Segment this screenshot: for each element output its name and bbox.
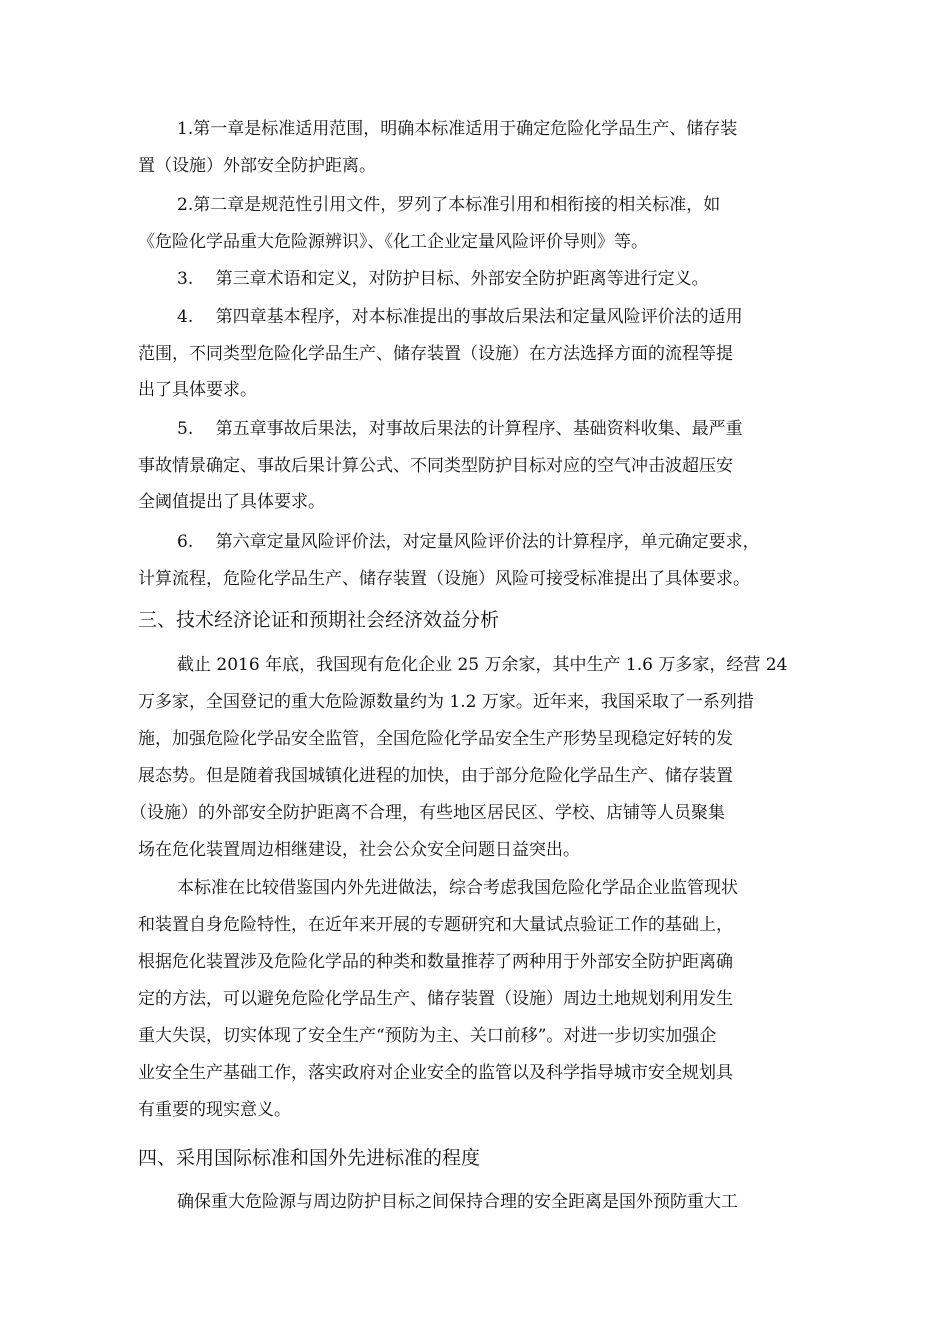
item-5-line-2: 事故情景确定、事故后果计算公式、不同类型防护目标对应的空气冲击波超压安: [138, 456, 733, 476]
item-2-line-2: 《危险化学品重大危险源辨识》、《化工企业定量风险评价导则》等。: [138, 232, 648, 252]
section-four-p1-line-1: 确保重大危险源与周边防护目标之间保持合理的安全距离是国外预防重大工: [177, 1192, 738, 1212]
section-heading-four: 四、采用国际标准和国外先进标准的程度: [138, 1147, 481, 1169]
section-heading-three: 三、技术经济论证和预期社会经济效益分析: [138, 609, 500, 631]
item-6-line-2: 计算流程，危险化学品生产、储存装置（设施）风险可接受标准提出了具体要求。: [138, 569, 750, 589]
section-three-p2-line-4: 定的方法，可以避免危险化学品生产、储存装置（设施）周边土地规划利用发生: [138, 989, 733, 1009]
item-1-line-1: 1.第一章是标准适用范围，明确本标准适用于确定危险化学品生产、储存装: [177, 119, 738, 139]
item-6-line-1: 6. 第六章定量风险评价法，对定量风险评价法的计算程序，单元确定要求，: [177, 532, 760, 552]
section-three-p1-line-2: 万多家，全国登记的重大危险源数量约为 1.2 万家。近年来，我国采取了一系列措: [138, 692, 754, 712]
section-three-p2-line-6: 业安全生产基础工作，落实政府对企业安全的监管以及科学指导城市安全规划具: [138, 1063, 733, 1083]
item-4-line-1: 4. 第四章基本程序，对本标准提出的事故后果法和定量风险评价法的适用: [177, 307, 743, 327]
section-three-p1-line-4: 展态势。但是随着我国城镇化进程的加快，由于部分危险化学品生产、储存装置: [138, 766, 733, 786]
item-2-line-1: 2.第二章是规范性引用文件，罗列了本标准引用和相衔接的相关标准，如: [177, 195, 721, 215]
item-3-line-1: 3. 第三章术语和定义，对防护目标、外部安全防护距离等进行定义。: [177, 269, 709, 289]
section-three-p1-line-5: （设施）的外部安全防护距离不合理，有些地区居民区、学校、店铺等人员聚集: [130, 803, 725, 823]
section-three-p1-line-1: 截止 2016 年底，我国现有危化企业 25 万余家，其中生产 1.6 万多家，经营 24: [177, 655, 788, 675]
section-three-p2-line-3: 根据危化装置涉及危险化学品的种类和数量推荐了两种用于外部安全防护距离确: [138, 952, 733, 972]
section-three-p1-line-3: 施，加强危险化学品安全监管，全国危险化学品安全生产形势呈现稳定好转的发: [138, 729, 733, 749]
section-three-p1-line-6: 场在危化装置周边相继建设，社会公众安全问题日益突出。: [138, 840, 580, 860]
section-three-p2-line-1: 本标准在比较借鉴国内外先进做法，综合考虑我国危险化学品企业监管现状: [177, 878, 738, 898]
item-5-line-3: 全阈值提出了具体要求。: [138, 492, 325, 512]
section-three-p2-line-7: 有重要的现实意义。: [138, 1100, 291, 1120]
item-4-line-2: 范围，不同类型危险化学品生产、储存装置（设施）在方法选择方面的流程等提: [138, 344, 733, 364]
item-1-line-2: 置（设施）外部安全防护距离。: [138, 156, 376, 176]
section-three-p2-line-2: 和装置自身危险特性，在近年来开展的专题研究和大量试点验证工作的基础上，: [138, 915, 733, 935]
item-4-line-3: 出了具体要求。: [138, 380, 257, 400]
item-5-line-1: 5. 第五章事故后果法，对事故后果法的计算程序、基础资料收集、最严重: [177, 419, 743, 439]
section-three-p2-line-5: 重大失误，切实体现了安全生产“预防为主、关口前移”。对进一步切实加强企: [138, 1026, 717, 1046]
